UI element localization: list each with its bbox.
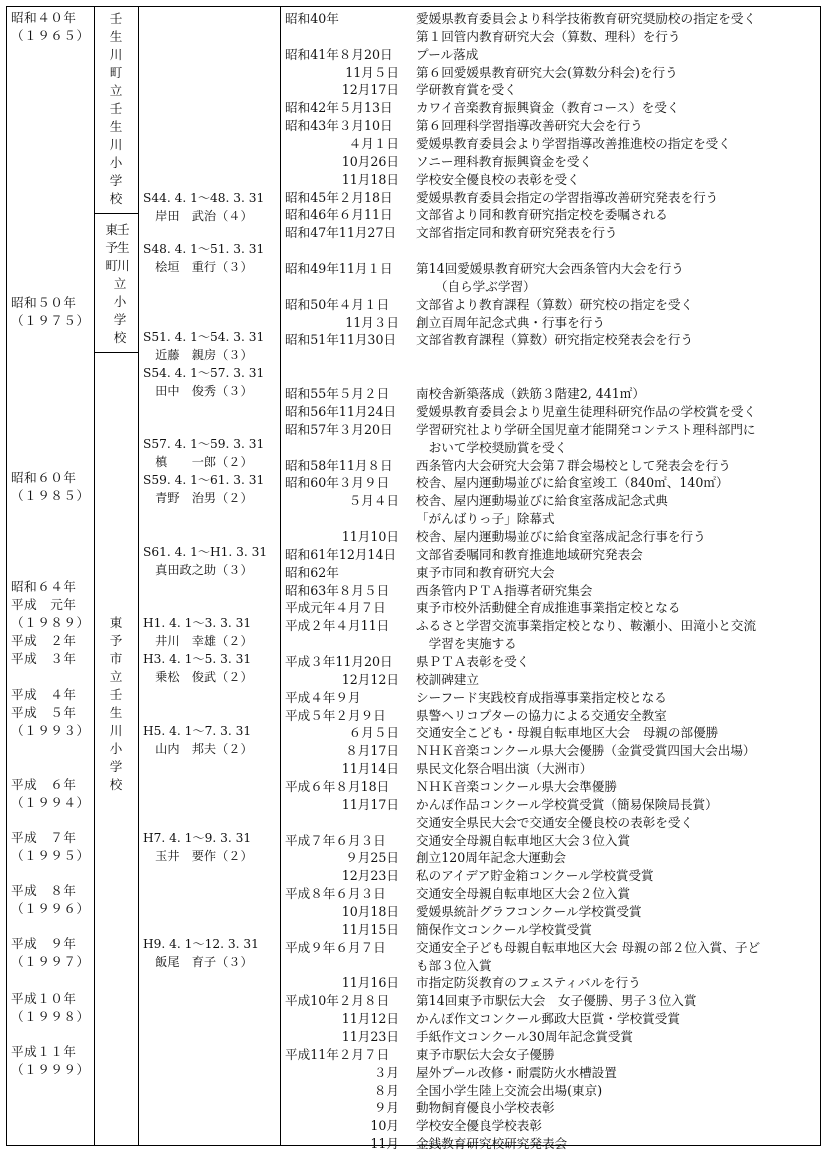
- column-divider: [280, 6, 281, 1146]
- event-text: 愛媛県教育委員会より児童生徒理科研究作品の学校賞を受く: [416, 403, 757, 419]
- event-text: 愛媛県統計グラフコンクール学校賞受賞: [416, 904, 642, 919]
- event-text: 東予市同和教育研究大会: [416, 564, 555, 580]
- event-date: 昭和56年11月24日: [285, 403, 397, 419]
- principal-entry: S51. 4. 1～54. 3. 31 近藤 親房（３）: [143, 330, 265, 362]
- event-date: 11月: [370, 1136, 399, 1152]
- event-text: ふるさと学習交流事業指定校となり、鞍瀬小、田滝小と交流: [416, 618, 757, 634]
- event-date: 昭和47年11月27日: [285, 225, 397, 241]
- school-name-2b: 立 小 学 校: [113, 276, 127, 345]
- era-label: 平成 ９年 （１９９７）: [11, 936, 90, 969]
- era-label: 昭和６０年 （１９８５）: [11, 470, 90, 503]
- event-text: 愛媛県教育委員会より学習指導改善推進校の指定を受く: [416, 136, 731, 152]
- event-text: 第14回愛媛県教育研究大会西条管内大会を行う: [416, 261, 684, 277]
- event-date: 平成３年11月20日: [285, 653, 393, 669]
- principal-entry: S61. 4. 1～H1. 3. 31 真田政之助（３）: [143, 545, 268, 577]
- event-date: 11月３日: [345, 314, 399, 330]
- event-date: 平成８年６月３日: [285, 886, 386, 902]
- event-text: 愛媛県教育委員会指定の学習指導改善研究発表を行う: [416, 189, 719, 205]
- event-text: 文部省より教育課程（算数）研究校の指定を受く: [416, 296, 694, 312]
- event-date: 11月５日: [345, 64, 399, 80]
- event-date: ８月17日: [345, 743, 399, 759]
- event-text: 「がんばりっ子」除幕式: [416, 511, 555, 527]
- era-label: 平成 ７年 （１９９５）: [11, 830, 90, 863]
- event-date: 11月18日: [341, 171, 399, 187]
- event-text: 県警ヘリコプターの協力による交通安全教室: [416, 707, 667, 723]
- table-top-border: [6, 6, 820, 7]
- event-text: ソニー理科教育振興資金を受く: [416, 153, 593, 169]
- event-text: 校訓碑建立: [416, 671, 479, 687]
- event-date: 昭和46年６月11日: [285, 207, 393, 223]
- event-text: プール落成: [416, 46, 479, 62]
- event-text: シーフード実践校育成指導事業指定校となる: [416, 689, 667, 705]
- event-date: 11月14日: [341, 761, 399, 777]
- event-text: 文部省教育課程（算数）研究指定校発表会を行う: [416, 332, 694, 348]
- era-label: 平成１１年 （１９９９）: [11, 1044, 90, 1077]
- event-text: かんぽ作品コンクール学校賞受賞（簡易保険局長賞）: [416, 796, 718, 812]
- table-left-border: [6, 6, 7, 1146]
- event-text: 文部省より同和教育研究指定校を委嘱される: [416, 207, 668, 223]
- event-text: 屋外プール改修・耐震防火水槽設置: [416, 1064, 617, 1080]
- school-cell-divider: [94, 213, 138, 214]
- principal-entry: H3. 4. 1～5. 3. 31 乗松 俊武（２）: [143, 652, 253, 684]
- event-date: 10月: [370, 1118, 399, 1134]
- event-text: 学習研究社より学研全国児童才能開発コンテスト理科部門に: [416, 421, 756, 437]
- event-text: 交通安全こども・母親自転車地区大会 母親の部優勝: [416, 725, 719, 741]
- event-date: 昭和51年11月30日: [285, 332, 397, 348]
- event-text: 学校安全優良学校表彰: [416, 1118, 542, 1134]
- event-text: 校舎、屋内運動場並びに給食室落成記念行事を行う: [416, 528, 706, 544]
- event-date: 昭和62年: [285, 564, 339, 580]
- event-text: おいて学校奨励賞を受く: [416, 439, 568, 455]
- event-text: 交通安全子ども母親自転車地区大会 母親の部２位入賞、子ど: [416, 939, 761, 955]
- era-label: 昭和５０年 （１９７５）: [11, 295, 90, 328]
- event-date: ８月: [373, 1082, 399, 1098]
- principal-entry: H5. 4. 1～7. 3. 31 山内 邦夫（２）: [143, 724, 253, 756]
- event-text: 学習を実施する: [416, 636, 517, 652]
- event-date: 平成６年８月18日: [285, 778, 390, 794]
- event-text: 創立120周年記念大運動会: [416, 850, 566, 866]
- event-text: 第14回東予市駅伝大会 女子優勝、男子３位入賞: [416, 993, 697, 1009]
- era-label: 平成 ４年 平成 ５年 （１９９３）: [11, 687, 90, 738]
- event-date: 昭和50年４月１日: [285, 296, 390, 312]
- event-text: 学研教育賞を受く: [416, 82, 517, 98]
- school-name-1: 壬 生 川 町 立 壬 生 川 小 学 校: [109, 11, 123, 206]
- event-date: 昭和55年５月２日: [285, 386, 390, 402]
- school-cell-divider: [94, 352, 138, 353]
- event-text: も部３位入賞: [416, 957, 492, 973]
- event-text: 愛媛県教育委員会より科学技術教育研究奨励校の指定を受く: [416, 11, 757, 26]
- event-date: ９月: [373, 1100, 399, 1116]
- event-date: 11月12日: [341, 1011, 399, 1027]
- event-date: 11月17日: [341, 796, 399, 812]
- event-text: 金銭教育研究校研究発表会: [416, 1136, 568, 1152]
- event-date: 10月18日: [341, 904, 399, 919]
- event-date: 11月10日: [341, 528, 399, 544]
- event-text: 西条管内ＰＴＡ指導者研究集会: [416, 582, 593, 598]
- event-text: 東予市校外活動健全育成推進事業指定校となる: [416, 600, 681, 616]
- era-label: 平成１０年 （１９９８）: [11, 991, 90, 1024]
- event-date: 平成５年２月９日: [285, 707, 386, 723]
- event-text: 校舎、屋内運動場並びに給食室落成記念式典: [416, 493, 668, 509]
- event-date: ４月１日: [348, 136, 399, 152]
- principal-entry: S54. 4. 1～57. 3. 31 田中 俊秀（３）: [143, 366, 265, 398]
- event-text: 創立百周年記念式典・行事を行う: [416, 314, 605, 330]
- event-date: 昭和57年３月20日: [285, 421, 393, 437]
- principal-entry: S44. 4. 1～48. 3. 31 岸田 武治（４）: [143, 191, 265, 223]
- event-date: 昭和63年８月５日: [285, 582, 390, 598]
- era-label: 昭和６４年 平成 元年 （１９８９） 平成 ２年: [11, 579, 90, 648]
- principal-entry: H7. 4. 1～9. 3. 31 玉井 要作（２）: [143, 831, 253, 863]
- event-date: 昭和61年12月14日: [285, 546, 397, 562]
- event-date: 平成10年２月８日: [285, 993, 390, 1009]
- event-text: 文部省指定同和教育研究発表を行う: [416, 225, 618, 241]
- event-date: ５月４日: [348, 493, 399, 509]
- event-text: 文部省委嘱同和教育推進地域研究発表会: [416, 546, 643, 562]
- event-text: ＮＨＫ音楽コンクール県大会準優勝: [416, 778, 617, 794]
- event-text: 第６回愛媛県教育研究大会(算数分科会)を行う: [416, 64, 678, 80]
- school-name-2a: 東壬 予生 町川: [105, 222, 129, 273]
- event-text: 西条管内大会研究大会第７群会場校として発表会を行う: [416, 457, 731, 473]
- event-date: 平成元年４月７日: [285, 600, 386, 616]
- event-date: 10月26日: [341, 153, 399, 169]
- event-date: 平成４年９月: [285, 689, 361, 705]
- event-text: 第１回管内教育研究大会（算数、理科）を行う: [416, 28, 681, 44]
- principal-entry: H1. 4. 1～3. 3. 31 井川 幸雄（２）: [143, 616, 253, 648]
- event-text: （自ら学ぶ学習）: [416, 278, 536, 294]
- event-date: 平成９年６月７日: [285, 939, 386, 955]
- event-date: 昭和42年５月13日: [285, 100, 393, 116]
- event-date: 昭和45年２月18日: [285, 189, 393, 205]
- event-text: 手紙作文コンクール30周年記念賞受賞: [416, 1029, 634, 1045]
- event-text: 交通安全県民大会で交通安全優良校の表彰を受く: [416, 814, 694, 830]
- event-text: 校舎、屋内運動場並びに給食室竣工（840㎡、140㎡）: [416, 475, 729, 491]
- principal-entry: S59. 4. 1～61. 3. 31 青野 治男（２）: [143, 473, 265, 505]
- era-label: 平成 ８年 （１９９６）: [11, 883, 90, 916]
- event-date: 平成11年２月７日: [285, 1046, 390, 1062]
- event-text: 第６回理科学習指導改善研究大会を行う: [416, 118, 643, 134]
- event-text: 市指定防災教育のフェスティバルを行う: [416, 975, 641, 991]
- event-text: カワイ音楽教育振興資金（教育コース）を受く: [416, 100, 680, 116]
- event-text: 動物飼育優良小学校表彰: [416, 1100, 555, 1116]
- era-label: 平成 ６年 （１９９４）: [11, 777, 90, 810]
- event-date: 昭和58年11月８日: [285, 457, 393, 473]
- principal-entry: S48. 4. 1～51. 3. 31 桧垣 重行（３）: [143, 242, 265, 274]
- principal-entry: S57. 4. 1～59. 3. 31 槙 一郎（２）: [143, 437, 265, 469]
- event-text: 交通安全母親自転車地区大会３位入賞: [416, 832, 631, 848]
- event-date: 11月16日: [341, 975, 399, 991]
- event-date: 昭和60年３月９日: [285, 475, 390, 491]
- event-text: ＮＨＫ音楽コンクール県大会優勝（金賞受賞四国大会出場）: [416, 743, 756, 759]
- event-date: 12月12日: [341, 671, 399, 687]
- event-text: 県民文化祭合唱出演（大洲市）: [416, 761, 593, 777]
- event-date: 昭和43年３月10日: [285, 118, 393, 134]
- event-date: 平成２年４月11日: [285, 618, 390, 634]
- event-text: 簡保作文コンクール学校賞受賞: [416, 921, 592, 937]
- event-date: ６月５日: [348, 725, 399, 741]
- event-text: かんぽ作文コンクール郵政大臣賞・学校賞受賞: [416, 1011, 680, 1027]
- event-date: ９月25日: [345, 850, 399, 866]
- column-divider: [138, 6, 139, 1146]
- table-right-border: [820, 6, 821, 1146]
- event-date: 12月23日: [341, 868, 399, 884]
- event-date: 昭和49年11月１日: [285, 261, 393, 277]
- event-text: 交通安全母親自転車地区大会２位入賞: [416, 886, 631, 902]
- event-text: 東予市駅伝大会女子優勝: [416, 1046, 555, 1062]
- event-date: 昭和41年８月20日: [285, 46, 393, 62]
- event-text: 南校舎新築落成（鉄筋３階建2, 441㎡）: [416, 386, 645, 402]
- event-date: 11月15日: [341, 921, 399, 937]
- event-text: 県ＰＴＡ表彰を受く: [416, 653, 530, 669]
- era-label: 平成 ３年: [11, 651, 77, 666]
- principal-entry: H9. 4. 1～12. 3. 31 飯尾 育子（３）: [143, 937, 259, 969]
- event-text: 私のアイデア貯金箱コンクール学校賞受賞: [416, 868, 654, 884]
- event-date: 11月23日: [341, 1029, 399, 1045]
- era-label: 昭和４０年 （１９６５）: [11, 10, 90, 43]
- event-date: 昭和40年: [285, 11, 339, 26]
- column-divider: [94, 6, 95, 1146]
- event-date: 12月17日: [341, 82, 399, 98]
- event-text: 全国小学生陸上交流会出場(東京): [416, 1082, 603, 1098]
- event-date: ３月: [373, 1064, 399, 1080]
- event-text: 学校安全優良校の表彰を受く: [416, 171, 580, 187]
- event-date: 平成７年６月３日: [285, 832, 386, 848]
- school-name-3: 東 予 市 立 壬 生 川 小 学 校: [109, 615, 123, 792]
